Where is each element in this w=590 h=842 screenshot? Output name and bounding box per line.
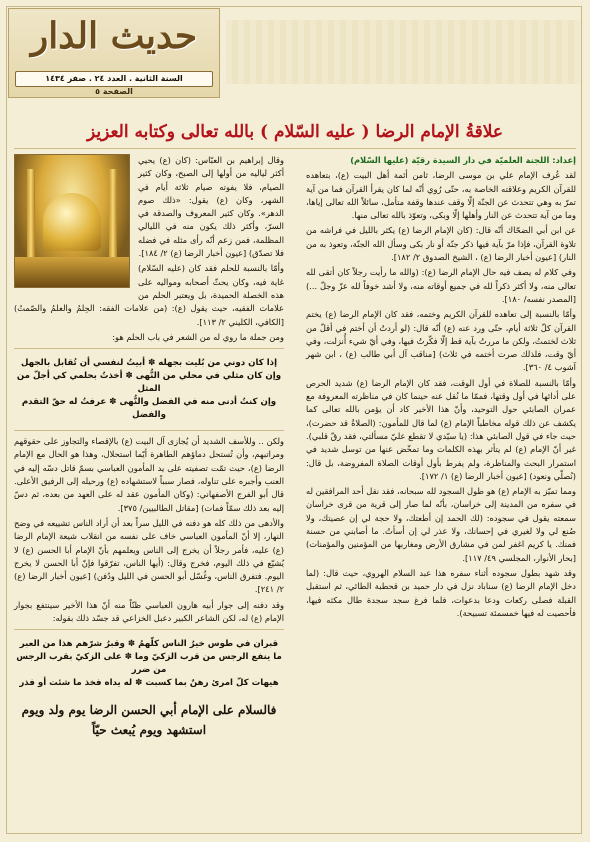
divider: [14, 430, 284, 431]
paragraph: لقد عُرف الإمام علي بن موسى الرضا، ثامن أئمة أهل البيت (ع)، بتعاهده للقرآن الكريم وعلاقته الخاصة به، حتّى رُوي أنّه لما كان يقرأ القرآن فما من آية تمرّ به وهي تتحدث عن الجنّة إلّا وقف عندها وقفة متأمل، سائلاً الله تعالى إياها، وما من آية تتحدث عن النار وأهلها إلّا وبكى، وتعوّذ بالله تعالى منها.: [306, 170, 576, 221]
poem-2: [14, 634, 284, 694]
paragraph: وقد شهد بطول سجوده أثناء سفره هذا عبد السلام الهروي، حيث قال: (لما دخل الإمام الرضا (ع) سناباد نزل في دار حميد بن قحطبة الطائي، ثم استقبل القبلة فصلى ركعات ودعا بدعوات، فلما فرغ سجد سجدة طال مكثه فيها، فأحصيت له فيها خمسمئة تسبيحة).: [306, 567, 576, 618]
author-line: [306, 154, 576, 167]
paragraph: وأمّا بالنسبة للصلاة في أول الوقت، فقد كان الإمام الرضا (ع) شديد الحرص على أدائها في أول وقتها، فممّا ما نُقل عنه حينما كان في مناظرته المعروفة مع عمران الصابئي حول التوحيد، وأنّ هذا الأخير كاد أن يؤمن بالله تعالى كما يكشف عن ذلك قوله مخاطباً الإمام (ع) لما قال للمأمون: (الصلاةُ قد حضرت)، حيث جاء في قول الصابئي هذا: (يا سيّدي لا تقطع عليّ مسألتي، فقد رقّ قلبي). غير أنّ الإمام (ع) لم يتأثر بهذه الكلمات وما تمخّض عنها من توسل شديد في استمرار البحث والمناظرة، ولم يفرط بأول أوقات الصلاة المفروضة، بل قال: (نُصلّي ونعود) [عيون أخبار الرضا (ع) ١/ ١٧٢].: [306, 377, 576, 481]
closing-line: فالسلام على الإمام أبي الحسن الرضا يوم ولد ويوم: [21, 703, 277, 718]
issue-info: السنة الثانية . العدد ٢٤ . صفر ١٤٣٤: [15, 71, 213, 87]
poem-verse: هيهات كلّ امرئ رهنٌ بما كسبت ✽ له يداه فخذ ما شئت أو فذر: [19, 678, 279, 689]
divider: [14, 629, 284, 630]
shrine-base: [15, 257, 129, 287]
masthead: [8, 8, 220, 98]
closing-salutation: [14, 700, 284, 740]
poem-verse: ما ينفع الرجس من قرب الزكيّ وما ✽ على الزكيّ بقرب الرجس من ضرر: [16, 652, 282, 676]
paragraph: وقال إبراهيم بن العبّاس: (كان (ع) يحيي أكثر لياليه من أولها إلى الصبح، وكان كثير الصيام، فلا يفوته صيام ثلاثة أيام في الشهر، وكان (ع) يقول: «ذلك صوم الدهر». وكان كثير المعروف والصدقة في السرّ، وأكثر ذلك يكون منه في الليالي المظلمة، فمن زعم أنّه رأى مثله في فضله فلا تصدّق) [عيون أخبار الرضا (ع) ٢/ ١٨٤].: [138, 155, 284, 259]
shrine-photo: [14, 154, 130, 288]
paragraph: عن ابن أبي الضحّاك أنّه قال: (كان الإمام الرضا (ع) يكثر بالليل في فراشه من تلاوة القرآن، فإذا مرّ بآية فيها ذكر جنّة أو نار بكى وسأل الله الجنّة، وتعوذ به من النار) [عيون أخبار الرضا (ع) ، الشيخ الصدوق ٢/ ١٨٢].: [306, 225, 576, 263]
golden-dome: [43, 193, 101, 251]
paragraph: والأدهى من ذلك كله هو دفنه في الليل سراً بعد أن أراد الناس تشييعه في وضح النهار، إلا أنّ المأمون العباسي خاف على نفسه من انقلاب شيعة الإمام الرضا (ع) عليه، فأمر رجلاً أن يخرج إلى الناس ويعلمهم بأنّ الإمام أبا الحسن (ع) لا يُشيّع في ذلك اليوم، فخرج وقال: (أيها الناس، تفرّقوا فإنّ أبا الحسن لا يخرج اليوم. فتفرق الناس، وغُسّل أبو الحسن في الليل ودُفن) [عيون أخبار الرضا (ع) ٢/ ٢٤١].: [14, 517, 284, 595]
paragraph: وأمّا بالنسبة إلى تعاهده للقرآن الكريم وختمه، فقد كان الإمام الرضا (ع) يختم القرآن كلّ ثلاثة أيام، حتّى ورد عنه (ع) أنّه قال: (لو أردتُ أن أختم في أقلّ من ثلاث لختمتُ، ولكن ما مررتُ بآية قط إلّا فكّرتُ فيها، وفي أيّ شيء أُنزلت، وفي أيّ وقت، فلذلك صرت أختمه في ثلاث) [مناقب آل أبي طالب (ع) ، ابن شهر آشوب ٤/ ٣٦٠].: [306, 309, 576, 373]
divider: [14, 348, 284, 349]
top-ornament: [226, 20, 580, 84]
closing-line: استشهد ويوم يُبعث حيّاً: [91, 723, 207, 738]
left-column: [14, 154, 284, 740]
poem-1: [14, 353, 284, 426]
poem-verse: وإن كان مثلي في محلي من النُّهى ✽ أخذتُ بحلمي كي أجلّ من المثل: [16, 371, 282, 395]
poem-verse: وإن كنتُ أدنى منه في الفضل والنُّهى ✽ عرفتُ له حقّ التقدم والفضل: [21, 397, 277, 421]
paragraph: وفي كلام له يصف فيه حال الإمام الرضا (ع): (والله ما رأيت رجلاً كان أتقى لله تعالى منه، ولا أكثر ذكراً لله في جميع أوقاته منه، ولا أشد خوفاً لله عزّ وجلّ ...) [المصدر نفسه/ ١٨٠].: [306, 267, 576, 304]
paragraph: وأمّا بالنسبة للحلم فقد كان (عليه السّلام) غاية فيه، وكان يحثّ أصحابه ومواليه على هذه الخصلة الحميدة، بل ويعتبر الحلم من علامات الفقيه، حيث يقول (ع): (من علامات الفقه: الحِلمُ والعلمُ والصّمتُ) [الكافي، الكليني ٢/ ١١٣].: [14, 263, 284, 327]
right-column: [306, 154, 576, 622]
paragraph: ولكن .. وللأسف الشديد أن يُجازى آل البيت (ع) بالإقصاء والتجاوز على حقوقهم ومراتبهم، وأن تُستحل دماؤهم الطاهرة أيّما استحلال، وهذا هو الحال مع الإمام الرضا (ع)، حيث تمّت تصفيته على يد المأمون العباسي بسمّ قاتل دسّه إليه في العنب وأجبره على تناوله، فصار سبباً لاستشهاده (ع) ورحيله إلى الرفيق الأعلى. قال أبو الفرج الأصفهاني: (وكان المأمون عقد له على العهد من بعده، ثم دسّ إليه بعد ذلك سمّاً فمات) [مقاتل الطالبيين/ ٣٧٥].: [14, 436, 284, 513]
poem-verse: قبران في طوس خيرُ الناس كلّهمُ ✽ وقبرُ شرّهم هذا من العبر: [19, 639, 279, 650]
poem-verse: إذا كان دوني من بُليت بجهله ✽ أبيتُ لنفسي أن تُقابل بالجهل: [20, 358, 278, 369]
paragraph: ومن جملة ما روي له من الشعر في باب الحلم هو:: [112, 331, 284, 342]
page-number: الصفحة ٥: [95, 87, 133, 96]
paragraph: وقد دفنه إلى جوار أبيه هارون العباسي ظنّاً منه أنّ هذا الأخير سينتفع بجوار الإمام (ع) له، لكن الشاعر الكبير دعبل الخزاعي قد جسّد ذلك بقوله:: [14, 599, 284, 624]
magazine-logo: حديث الدار: [30, 15, 198, 57]
author-name: اللجنة العلميّة في دار السيدة رقيّة (عليها السّلام): [350, 155, 550, 165]
paragraph: ومما تميّز به الإمام (ع) هو طول السجود لله سبحانه، فقد نقل أحد المرافقين له في سفره من المدينة إلى خراسان، بأنّه لما صار إلى قرية من قرى خراسان سمعته يقول في سجوده: (لك الحمد إن أطعتك، ولا حجة لي إن عصيتك، ولا صُنع لي ولا لغيري في إحسانك، ولا عذر لي إن أسأتُ. ما أصابني من حسنة فمنك. يا كريم اغفر لمن في مشارق الأرض ومغاربها من المؤمنين والمؤمنات) [بحار الأنوار، المجلسي ٤٩/ ١١٧].: [306, 486, 576, 563]
author-prefix: إعداد:: [552, 155, 576, 165]
article-headline: علاقةُ الإمام الرضا ( عليه السّلام ) بالله تعالى وكتابه العزيز: [14, 116, 576, 149]
